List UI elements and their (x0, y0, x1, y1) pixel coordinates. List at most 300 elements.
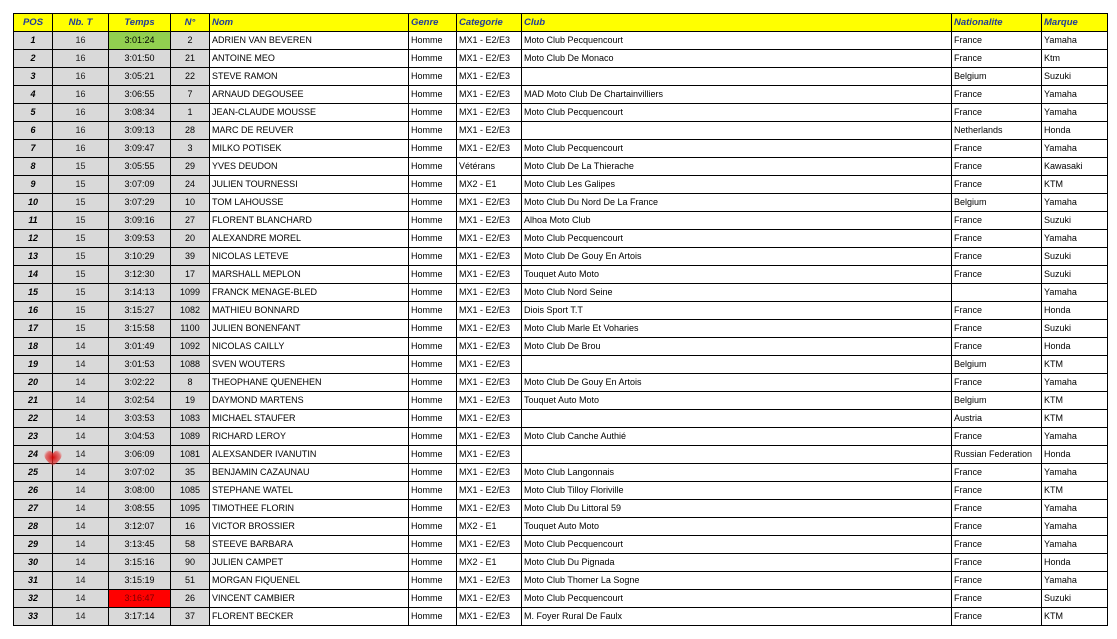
cell-pos: 2 (14, 50, 53, 68)
table-row[interactable] (14, 230, 1108, 248)
cell-pos: 27 (14, 500, 53, 518)
cell-nb-tours: 15 (53, 176, 109, 194)
cell-nationalite: France (952, 302, 1042, 320)
cell-categorie: MX1 - E2/E3 (457, 500, 522, 518)
cell-numero: 51 (171, 572, 210, 590)
cell-categorie: MX1 - E2/E3 (457, 302, 522, 320)
table-row[interactable] (14, 518, 1108, 536)
cell-nom: MORGAN FIQUENEL (210, 572, 409, 590)
cell-pos: 28 (14, 518, 53, 536)
cell-categorie: MX1 - E2/E3 (457, 536, 522, 554)
table-row[interactable] (14, 68, 1108, 86)
cell-categorie: MX2 - E1 (457, 554, 522, 572)
cell-marque: Suzuki (1042, 68, 1108, 86)
results-table (13, 13, 1108, 626)
cell-nb-tours: 15 (53, 320, 109, 338)
cell-genre: Homme (409, 464, 457, 482)
header-numero[interactable]: N° (171, 14, 210, 32)
cell-nom: FLORENT BECKER (210, 608, 409, 626)
cell-numero: 90 (171, 554, 210, 572)
cell-numero: 37 (171, 608, 210, 626)
header-marque[interactable]: Marque (1042, 14, 1108, 32)
cell-nb-tours: 14 (53, 572, 109, 590)
cell-club: Moto Club Marle Et Voharies (522, 320, 952, 338)
cell-genre: Homme (409, 500, 457, 518)
cell-temps: 3:08:34 (109, 104, 171, 122)
cell-nb-tours: 14 (53, 500, 109, 518)
header-pos[interactable]: POS (14, 14, 53, 32)
cell-nationalite: France (952, 176, 1042, 194)
cell-numero: 1082 (171, 302, 210, 320)
cell-temps: 3:03:53 (109, 410, 171, 428)
cell-nb-tours: 14 (53, 464, 109, 482)
cell-temps: 3:01:24 (109, 32, 171, 50)
cell-pos: 3 (14, 68, 53, 86)
cell-nationalite: France (952, 50, 1042, 68)
table-row[interactable] (14, 284, 1108, 302)
cell-marque: Ktm (1042, 50, 1108, 68)
cell-marque: Suzuki (1042, 212, 1108, 230)
cell-categorie: MX1 - E2/E3 (457, 194, 522, 212)
cell-nb-tours: 16 (53, 50, 109, 68)
cell-marque: KTM (1042, 356, 1108, 374)
cell-nom: FRANCK MENAGE-BLED (210, 284, 409, 302)
cell-club: Moto Club Pecquencourt (522, 590, 952, 608)
cell-nb-tours: 16 (53, 86, 109, 104)
table-row[interactable] (14, 320, 1108, 338)
cell-club: Moto Club Tilloy Floriville (522, 482, 952, 500)
cell-nom: JEAN-CLAUDE MOUSSE (210, 104, 409, 122)
cell-categorie: MX1 - E2/E3 (457, 608, 522, 626)
header-nb-tours[interactable]: Nb. T (53, 14, 109, 32)
cell-club: MAD Moto Club De Chartainvilliers (522, 86, 952, 104)
cell-nationalite: Netherlands (952, 122, 1042, 140)
cell-temps: 3:06:55 (109, 86, 171, 104)
cell-nationalite: France (952, 554, 1042, 572)
table-row[interactable] (14, 590, 1108, 608)
cell-nationalite: Austria (952, 410, 1042, 428)
cell-marque: Suzuki (1042, 266, 1108, 284)
cell-pos: 19 (14, 356, 53, 374)
cell-nom: TIMOTHEE FLORIN (210, 500, 409, 518)
header-categorie[interactable]: Categorie (457, 14, 522, 32)
table-row[interactable] (14, 212, 1108, 230)
cell-nb-tours: 14 (53, 536, 109, 554)
header-nom[interactable]: Nom (210, 14, 409, 32)
cell-pos: 5 (14, 104, 53, 122)
cell-genre: Homme (409, 194, 457, 212)
cell-genre: Homme (409, 248, 457, 266)
cell-genre: Homme (409, 608, 457, 626)
cell-nom: MICHAEL STAUFER (210, 410, 409, 428)
cell-temps: 3:10:29 (109, 248, 171, 266)
cell-numero: 1083 (171, 410, 210, 428)
cell-numero: 28 (171, 122, 210, 140)
cell-genre: Homme (409, 86, 457, 104)
cell-club: Alhoa Moto Club (522, 212, 952, 230)
table-row[interactable] (14, 32, 1108, 50)
cell-nom: STEVE RAMON (210, 68, 409, 86)
cell-genre: Homme (409, 140, 457, 158)
cell-club: Moto Club Pecquencourt (522, 104, 952, 122)
table-row[interactable] (14, 356, 1108, 374)
cell-nationalite: France (952, 212, 1042, 230)
cell-nom: MARSHALL MEPLON (210, 266, 409, 284)
cell-pos: 14 (14, 266, 53, 284)
table-row[interactable] (14, 392, 1108, 410)
cell-pos: 33 (14, 608, 53, 626)
cell-nb-tours: 16 (53, 32, 109, 50)
table-row[interactable] (14, 266, 1108, 284)
cell-marque: Yamaha (1042, 536, 1108, 554)
cell-marque: Kawasaki (1042, 158, 1108, 176)
cell-nom: MATHIEU BONNARD (210, 302, 409, 320)
table-row[interactable] (14, 248, 1108, 266)
cell-categorie: MX1 - E2/E3 (457, 32, 522, 50)
table-row[interactable] (14, 50, 1108, 68)
cell-nationalite: Belgium (952, 392, 1042, 410)
cell-temps: 3:01:49 (109, 338, 171, 356)
cell-club: Moto Club Pecquencourt (522, 140, 952, 158)
cell-nom: ADRIEN VAN BEVEREN (210, 32, 409, 50)
cell-pos: 11 (14, 212, 53, 230)
cell-club: Moto Club De La Thierache (522, 158, 952, 176)
cell-club: Moto Club Thomer La Sogne (522, 572, 952, 590)
cell-categorie: MX1 - E2/E3 (457, 230, 522, 248)
cell-club (522, 68, 952, 86)
cell-temps: 3:16:47 (109, 590, 171, 608)
table-row[interactable] (14, 86, 1108, 104)
cell-numero: 21 (171, 50, 210, 68)
cell-marque: Yamaha (1042, 194, 1108, 212)
cell-genre: Homme (409, 572, 457, 590)
header-temps[interactable]: Temps (109, 14, 171, 32)
cell-club: Moto Club Canche Authié (522, 428, 952, 446)
cell-numero: 10 (171, 194, 210, 212)
cell-pos: 32 (14, 590, 53, 608)
cell-numero: 1089 (171, 428, 210, 446)
cell-genre: Homme (409, 158, 457, 176)
cell-genre: Homme (409, 68, 457, 86)
cell-nom: ALEXSANDER IVANUTIN (210, 446, 409, 464)
cell-marque: Yamaha (1042, 104, 1108, 122)
cell-temps: 3:07:29 (109, 194, 171, 212)
cell-nb-tours: 14 (53, 518, 109, 536)
cell-marque: Yamaha (1042, 32, 1108, 50)
cell-pos: 1 (14, 32, 53, 50)
cell-temps: 3:07:09 (109, 176, 171, 194)
cell-numero: 2 (171, 32, 210, 50)
cell-club: Moto Club De Brou (522, 338, 952, 356)
cell-nationalite: France (952, 104, 1042, 122)
cell-numero: 1088 (171, 356, 210, 374)
cell-nb-tours: 14 (53, 374, 109, 392)
cell-marque: Honda (1042, 302, 1108, 320)
table-row[interactable] (14, 554, 1108, 572)
table-row[interactable] (14, 572, 1108, 590)
cell-numero: 16 (171, 518, 210, 536)
cell-pos: 24 (14, 446, 53, 464)
cell-marque: Suzuki (1042, 320, 1108, 338)
cell-nom: JULIEN TOURNESSI (210, 176, 409, 194)
cell-marque: Yamaha (1042, 86, 1108, 104)
cell-marque: KTM (1042, 176, 1108, 194)
cell-nb-tours: 14 (53, 356, 109, 374)
cell-club: Moto Club Langonnais (522, 464, 952, 482)
cell-temps: 3:08:00 (109, 482, 171, 500)
cell-temps: 3:15:27 (109, 302, 171, 320)
cell-genre: Homme (409, 212, 457, 230)
cell-nationalite: France (952, 590, 1042, 608)
cell-nom: VICTOR BROSSIER (210, 518, 409, 536)
cell-temps: 3:12:07 (109, 518, 171, 536)
table-row[interactable] (14, 374, 1108, 392)
cell-nb-tours: 15 (53, 230, 109, 248)
cell-categorie: MX1 - E2/E3 (457, 338, 522, 356)
cell-categorie: MX1 - E2/E3 (457, 212, 522, 230)
cell-numero: 7 (171, 86, 210, 104)
header-club[interactable]: Club (522, 14, 952, 32)
cell-numero: 22 (171, 68, 210, 86)
cell-categorie: MX1 - E2/E3 (457, 248, 522, 266)
cell-pos: 12 (14, 230, 53, 248)
heart-icon (42, 448, 64, 468)
cell-temps: 3:09:16 (109, 212, 171, 230)
cell-temps: 3:06:09 (109, 446, 171, 464)
cell-numero: 1095 (171, 500, 210, 518)
cell-pos: 7 (14, 140, 53, 158)
table-row[interactable] (14, 446, 1108, 464)
cell-nationalite (952, 284, 1042, 302)
table-row[interactable] (14, 500, 1108, 518)
cell-temps: 3:02:54 (109, 392, 171, 410)
cell-marque: Honda (1042, 554, 1108, 572)
cell-club: Diois Sport T.T (522, 302, 952, 320)
cell-marque: KTM (1042, 608, 1108, 626)
cell-numero: 17 (171, 266, 210, 284)
cell-nom: MILKO POTISEK (210, 140, 409, 158)
cell-marque: KTM (1042, 482, 1108, 500)
header-row (14, 14, 1108, 32)
cell-marque: Yamaha (1042, 500, 1108, 518)
cell-temps: 3:09:13 (109, 122, 171, 140)
cell-pos: 13 (14, 248, 53, 266)
cell-genre: Homme (409, 32, 457, 50)
cell-numero: 1092 (171, 338, 210, 356)
cell-nb-tours: 14 (53, 590, 109, 608)
header-nationalite[interactable]: Nationalite (952, 14, 1042, 32)
cell-numero: 1081 (171, 446, 210, 464)
cell-categorie: MX1 - E2/E3 (457, 68, 522, 86)
cell-nationalite: Belgium (952, 194, 1042, 212)
cell-nationalite: France (952, 158, 1042, 176)
cell-club: Moto Club De Monaco (522, 50, 952, 68)
cell-marque: Suzuki (1042, 248, 1108, 266)
cell-nom: JULIEN CAMPET (210, 554, 409, 572)
cell-nationalite: Belgium (952, 68, 1042, 86)
cell-genre: Homme (409, 392, 457, 410)
cell-genre: Homme (409, 590, 457, 608)
cell-genre: Homme (409, 122, 457, 140)
cell-club: Touquet Auto Moto (522, 392, 952, 410)
cell-genre: Homme (409, 320, 457, 338)
cell-pos: 18 (14, 338, 53, 356)
table-row[interactable] (14, 176, 1108, 194)
cell-nom: JULIEN BONENFANT (210, 320, 409, 338)
cell-club: Moto Club Du Nord De La France (522, 194, 952, 212)
cell-nom: THEOPHANE QUENEHEN (210, 374, 409, 392)
cell-nb-tours: 16 (53, 68, 109, 86)
cell-pos: 22 (14, 410, 53, 428)
cell-temps: 3:15:58 (109, 320, 171, 338)
cell-nom: NICOLAS CAILLY (210, 338, 409, 356)
cell-numero: 1100 (171, 320, 210, 338)
table-row[interactable] (14, 158, 1108, 176)
cell-nb-tours: 16 (53, 104, 109, 122)
cell-categorie: MX1 - E2/E3 (457, 86, 522, 104)
table-row[interactable] (14, 428, 1108, 446)
results-sheet (13, 13, 1108, 626)
table-row[interactable] (14, 104, 1108, 122)
cell-nationalite: France (952, 464, 1042, 482)
table-row[interactable] (14, 194, 1108, 212)
cell-nom: ARNAUD DEGOUSEE (210, 86, 409, 104)
cell-nationalite: France (952, 374, 1042, 392)
cell-pos: 25 (14, 464, 53, 482)
cell-categorie: MX1 - E2/E3 (457, 50, 522, 68)
cell-genre: Homme (409, 428, 457, 446)
cell-temps: 3:13:45 (109, 536, 171, 554)
cell-numero: 27 (171, 212, 210, 230)
cell-numero: 8 (171, 374, 210, 392)
cell-genre: Homme (409, 104, 457, 122)
cell-nb-tours: 15 (53, 284, 109, 302)
cell-nationalite: France (952, 428, 1042, 446)
cell-nationalite: Russian Federation (952, 446, 1042, 464)
cell-categorie: MX1 - E2/E3 (457, 590, 522, 608)
cell-nationalite: France (952, 572, 1042, 590)
cell-pos: 21 (14, 392, 53, 410)
cell-numero: 1085 (171, 482, 210, 500)
cell-categorie: MX1 - E2/E3 (457, 266, 522, 284)
cell-pos: 20 (14, 374, 53, 392)
cell-categorie: Vétérans (457, 158, 522, 176)
cell-nom: TOM LAHOUSSE (210, 194, 409, 212)
cell-nb-tours: 15 (53, 212, 109, 230)
cell-pos: 8 (14, 158, 53, 176)
cell-nom: ANTOINE MEO (210, 50, 409, 68)
cell-numero: 26 (171, 590, 210, 608)
cell-pos: 23 (14, 428, 53, 446)
cell-nationalite: France (952, 140, 1042, 158)
cell-nom: FLORENT BLANCHARD (210, 212, 409, 230)
cell-genre: Homme (409, 536, 457, 554)
table-row[interactable] (14, 482, 1108, 500)
cell-numero: 24 (171, 176, 210, 194)
cell-genre: Homme (409, 338, 457, 356)
cell-nationalite: France (952, 320, 1042, 338)
table-row[interactable] (14, 536, 1108, 554)
cell-temps: 3:09:47 (109, 140, 171, 158)
cell-genre: Homme (409, 266, 457, 284)
table-row[interactable] (14, 302, 1108, 320)
table-row[interactable] (14, 608, 1108, 626)
results-body (14, 32, 1108, 626)
cell-nb-tours: 15 (53, 248, 109, 266)
cell-nb-tours: 14 (53, 446, 109, 464)
cell-nationalite: France (952, 86, 1042, 104)
cell-categorie: MX1 - E2/E3 (457, 482, 522, 500)
cell-marque: Yamaha (1042, 464, 1108, 482)
cell-pos: 30 (14, 554, 53, 572)
cell-temps: 3:14:13 (109, 284, 171, 302)
cell-genre: Homme (409, 446, 457, 464)
cell-pos: 29 (14, 536, 53, 554)
cell-pos: 15 (14, 284, 53, 302)
cell-categorie: MX1 - E2/E3 (457, 392, 522, 410)
cell-club: Moto Club Du Littoral 59 (522, 500, 952, 518)
cell-nom: ALEXANDRE MOREL (210, 230, 409, 248)
table-row[interactable] (14, 338, 1108, 356)
cell-nom: RICHARD LEROY (210, 428, 409, 446)
cell-pos: 9 (14, 176, 53, 194)
cell-categorie: MX1 - E2/E3 (457, 140, 522, 158)
cell-temps: 3:05:21 (109, 68, 171, 86)
cell-genre: Homme (409, 230, 457, 248)
cell-marque: Honda (1042, 122, 1108, 140)
table-row[interactable] (14, 122, 1108, 140)
cell-nom: STEEVE BARBARA (210, 536, 409, 554)
cell-nationalite: France (952, 266, 1042, 284)
cell-categorie: MX2 - E1 (457, 518, 522, 536)
table-row[interactable] (14, 464, 1108, 482)
cell-genre: Homme (409, 302, 457, 320)
cell-club: Moto Club Les Galipes (522, 176, 952, 194)
cell-genre: Homme (409, 284, 457, 302)
cell-nb-tours: 14 (53, 554, 109, 572)
cell-marque: Yamaha (1042, 374, 1108, 392)
cell-numero: 19 (171, 392, 210, 410)
cell-numero: 35 (171, 464, 210, 482)
cell-pos: 26 (14, 482, 53, 500)
cell-club: M. Foyer Rural De Faulx (522, 608, 952, 626)
cell-marque: Yamaha (1042, 140, 1108, 158)
cell-categorie: MX1 - E2/E3 (457, 374, 522, 392)
cell-pos: 17 (14, 320, 53, 338)
cell-temps: 3:12:30 (109, 266, 171, 284)
cell-nb-tours: 16 (53, 140, 109, 158)
cell-temps: 3:05:55 (109, 158, 171, 176)
cell-nationalite: France (952, 536, 1042, 554)
cell-nb-tours: 15 (53, 158, 109, 176)
cell-nom: STEPHANE WATEL (210, 482, 409, 500)
header-genre[interactable]: Genre (409, 14, 457, 32)
cell-club: Moto Club Pecquencourt (522, 32, 952, 50)
table-row[interactable] (14, 140, 1108, 158)
cell-nationalite: France (952, 500, 1042, 518)
table-row[interactable] (14, 410, 1108, 428)
cell-club: Touquet Auto Moto (522, 518, 952, 536)
cell-temps: 3:17:14 (109, 608, 171, 626)
cell-temps: 3:07:02 (109, 464, 171, 482)
cell-genre: Homme (409, 374, 457, 392)
cell-numero: 39 (171, 248, 210, 266)
cell-genre: Homme (409, 356, 457, 374)
cell-temps: 3:09:53 (109, 230, 171, 248)
cell-club (522, 410, 952, 428)
cell-club: Moto Club Pecquencourt (522, 536, 952, 554)
cell-categorie: MX1 - E2/E3 (457, 356, 522, 374)
